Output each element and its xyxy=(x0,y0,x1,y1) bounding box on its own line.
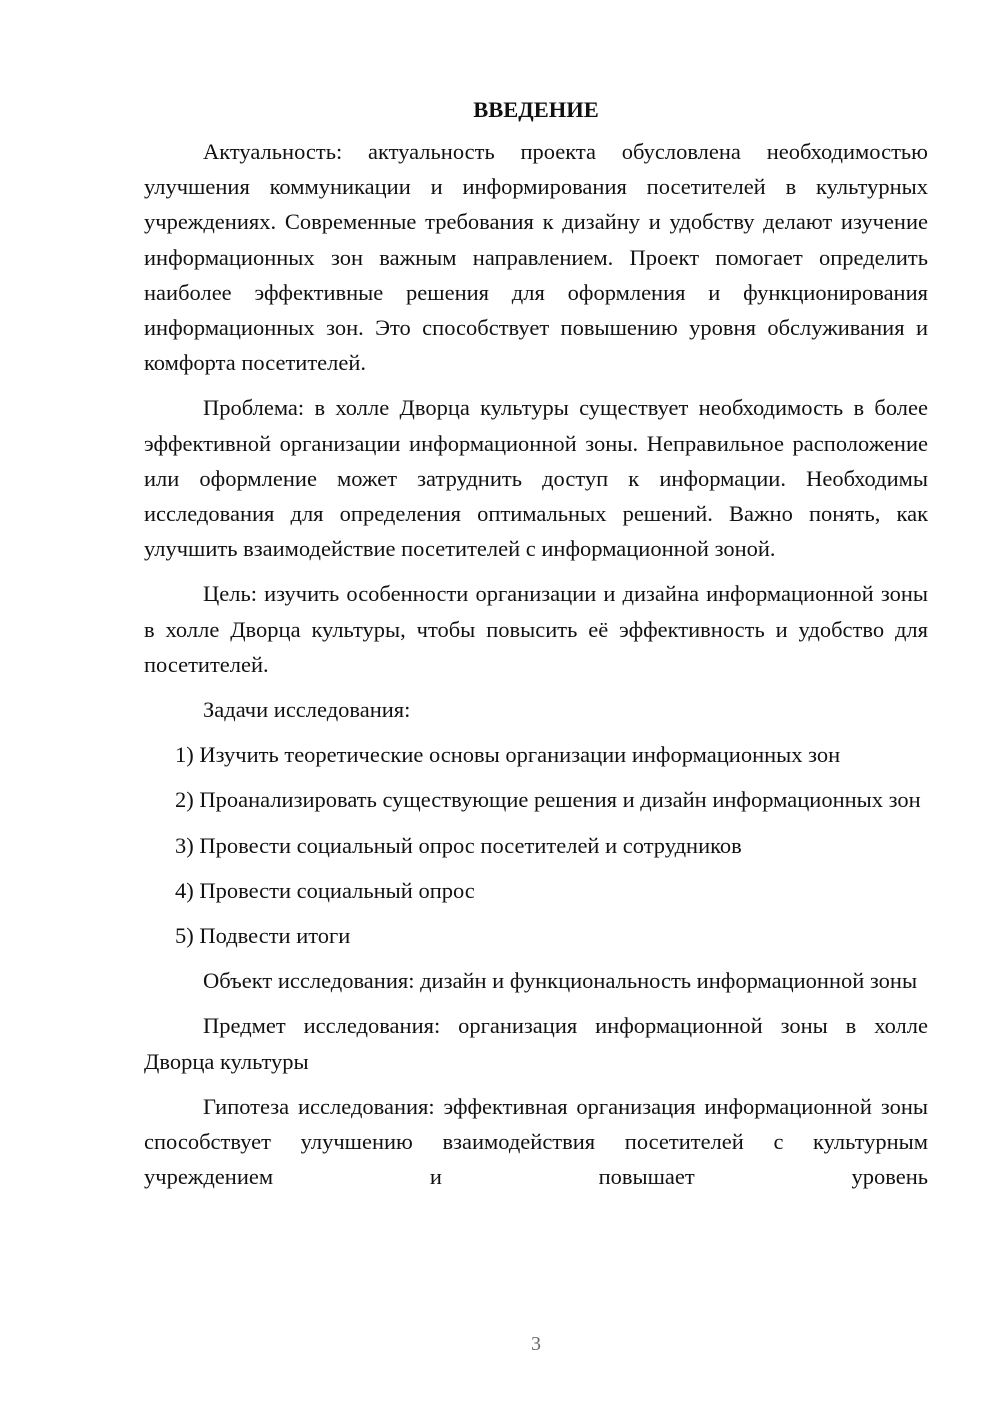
page-number: 3 xyxy=(531,1333,541,1355)
task-item-1: 1) Изучить теоретические основы организации информационных зон xyxy=(175,742,841,768)
task-item-2: 2) Проанализировать существующие решения и дизайн информационных зон xyxy=(175,787,921,813)
problem-paragraph: Проблема: в холле Дворца культуры существует необходимость в более эффективной организации информационной зоны. Неправильное расположение или оформление может затруднить доступ к информации. Необходимы исследования для определения оптимальных решений. Важно понять, как улучшить взаимодействие посетителей с информационной зоной. xyxy=(144,395,928,562)
tasks-heading: Задачи исследования: xyxy=(203,697,411,723)
relevance-paragraph: Актуальность: актуальность проекта обусловлена необходимостью улучшения коммуникации и информирования посетителей в культурных учреждениях. Современные требования к дизайну и удобству делают изучение информационных зон важным направлением. Проект помогает определить наиболее эффективные решения для оформления и функционирования информационных зон. Это способствует повышению уровня обслуживания и комфорта посетителей. xyxy=(144,139,928,376)
section-title: ВВЕДЕНИЕ xyxy=(473,97,599,122)
task-item-5: 5) Подвести итоги xyxy=(175,923,351,949)
document-page xyxy=(144,92,928,1194)
object-paragraph: Объект исследования: дизайн и функциональность информационной зоны xyxy=(203,968,918,994)
goal-paragraph: Цель: изучить особенности организации и дизайна информационной зоны в холле Дворца культуры, чтобы повысить её эффективность и удобство для посетителей. xyxy=(144,581,928,677)
hypothesis-paragraph: Гипотеза исследования: эффективная организация информационной зоны способствует улучшению взаимодействия посетителей с культурным учреждением и повышает уровень xyxy=(144,1093,928,1190)
task-item-4: 4) Провести социальный опрос xyxy=(175,877,475,903)
subject-paragraph: Предмет исследования: организация информационной зоны в холле Дворца культуры xyxy=(144,1013,928,1074)
task-item-3: 3) Провести социальный опрос посетителей и сотрудников xyxy=(175,832,742,858)
